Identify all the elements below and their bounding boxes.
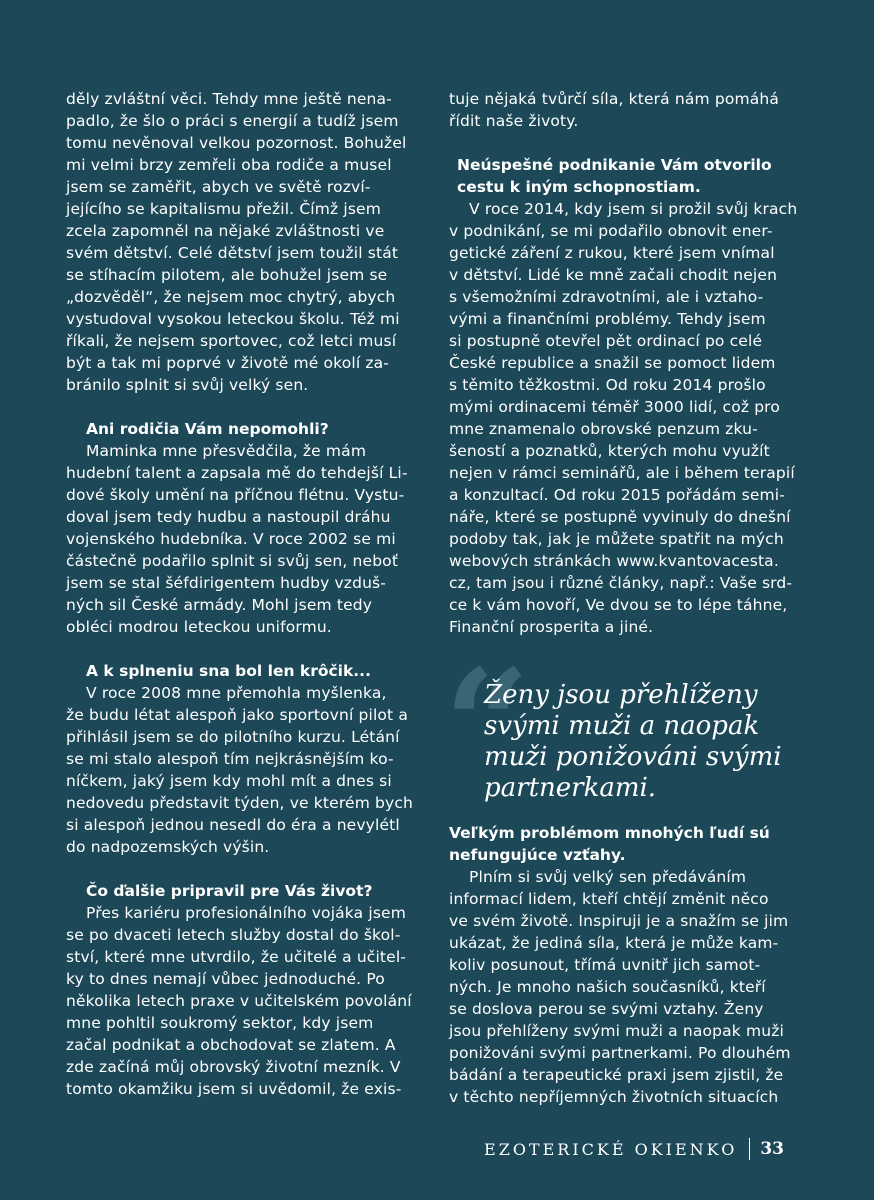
text-line: nefungujúce vzťahy. <box>449 846 626 864</box>
text-line: děly zvláštní věci. Tehdy mne ještě nena- <box>66 90 392 108</box>
text-line: hudební talent a zapsala mě do tehdejší Li- <box>66 464 408 482</box>
page-footer <box>484 1138 784 1160</box>
text-line: jsem se stal šéfdirigentem hudby vzduš- <box>66 574 387 592</box>
text-line: mými ordinacemi téměř 3000 lidí, což pro <box>449 398 781 416</box>
pull-quote-text <box>484 680 824 804</box>
paragraph <box>66 682 436 858</box>
text-line: Ženy jsou přehlíženy <box>484 680 758 710</box>
text-line: bádání a terapeutické praxi jsem zjistil, že <box>449 1066 784 1084</box>
text-line: náře, které se postupně vyvinuly do dnešní <box>449 508 791 526</box>
text-line: koliv posunout, třímá uvnitř jich samot- <box>449 956 761 974</box>
paragraph <box>66 88 436 396</box>
text-line: „dozvěděl“, že nejsem moc chytrý, abych <box>66 288 396 306</box>
text-line: ponižováni svými partnerkami. Po dlouhém <box>449 1044 791 1062</box>
text-line: se po dvaceti letech služby dostal do škol- <box>66 926 401 944</box>
text-line: se doslova perou se svými vztahy. Ženy <box>449 1000 764 1018</box>
text-line: webových stránkách www.kvantovacesta. <box>449 552 779 570</box>
section-heading <box>449 154 814 198</box>
text-line: se stíhacím pilotem, ale bohužel jsem se <box>66 266 388 284</box>
paragraph <box>66 902 436 1100</box>
text-line: ných sil České armády. Mohl jsem tedy <box>66 596 373 614</box>
text-line: s těmito těžkostmi. Od roku 2014 prošlo <box>449 376 766 394</box>
text-line: tuje nějaká tvůrčí síla, která nám pomáhá <box>449 90 779 108</box>
section-name: EZOTERICKÉ OKIENKO <box>484 1139 738 1159</box>
text-line: si alespoň jednou nesedl do éra a nevylétl <box>66 816 400 834</box>
text-line: s všemožními zdravotními, ale i vztaho- <box>449 288 764 306</box>
text-line: řídit naše životy. <box>449 112 579 130</box>
text-line: přihlásil jsem se do pilotního kurzu. Létání <box>66 728 400 746</box>
paragraph <box>449 88 814 132</box>
text-line: doval jsem tedy hudbu a nastoupil dráhu <box>66 508 391 526</box>
text-line: podoby tak, jak je můžete spatřit na mých <box>449 530 784 548</box>
page-number: 33 <box>760 1139 784 1159</box>
text-line: dové školy umění na příčnou flétnu. Vystu- <box>66 486 405 504</box>
text-line: Finanční prosperita a jiné. <box>449 618 654 636</box>
text-line: mne znamenalo obrovské penzum zku- <box>449 420 758 438</box>
text-line: ukázat, že jediná síla, která je může kam- <box>449 934 779 952</box>
text-line: V roce 2014, kdy jsem si prožil svůj krach <box>469 200 798 218</box>
text-line: svém dětství. Celé dětství jsem toužil stát <box>66 244 399 262</box>
text-line: si postupně otevřel pět ordinací po celé <box>449 332 763 350</box>
footer-divider <box>749 1138 750 1160</box>
text-line: do nadpozemských výšin. <box>66 838 270 856</box>
text-line: Plním si svůj velký sen předáváním <box>469 868 747 886</box>
text-line: ce k vám hovoří, Ve dvou se to lépe táhne, <box>449 596 788 614</box>
section-heading: Ani rodičia Vám nepomohli? <box>86 420 329 438</box>
pull-quote <box>444 637 814 813</box>
right-column <box>449 88 814 638</box>
text-line: mi velmi brzy zemřeli oba rodiče a musel <box>66 156 392 174</box>
text-line: svými muži a naopak <box>484 711 760 741</box>
text-line: být a tak mi poprvé v životě mé okolí za- <box>66 354 390 372</box>
text-line: cestu k iným schopnostiam. <box>457 178 701 196</box>
left-column <box>66 88 436 1100</box>
text-line: zde začíná můj obrovský životní mezník. V <box>66 1058 401 1076</box>
text-line: bránilo splnit si svůj velký sen. <box>66 376 309 394</box>
section-heading: A k splneniu sna bol len krôčik... <box>86 662 371 680</box>
text-line: se mi stalo alespoň tím nejkrásnějším ko- <box>66 750 394 768</box>
text-line: cz, tam jsou i různé články, např.: Vaše srd- <box>449 574 793 592</box>
text-line: ství, které mne utvrdilo, že učitelé a učitel- <box>66 948 407 966</box>
text-line: tomu nevěnoval velkou pozornost. Bohužel <box>66 134 407 152</box>
text-line: v těchto nepříjemných životních situacích <box>449 1088 779 1106</box>
text-line: vojenského hudebníka. V roce 2002 se mi <box>66 530 396 548</box>
text-line: říkali, že nejsem sportovec, což letci musí <box>66 332 397 350</box>
text-line: že budu létat alespoň jako sportovní pilot a <box>66 706 408 724</box>
text-line: mne pohltil soukromý sektor, kdy jsem <box>66 1014 374 1032</box>
text-line: V roce 2008 mne přemohla myšlenka, <box>86 684 387 702</box>
quote-mark-icon: “ <box>444 637 531 813</box>
text-line: ných. Je mnoho našich současníků, kteří <box>449 978 766 996</box>
text-line: několika letech praxe v učitelském povolání <box>66 992 412 1010</box>
text-line: Neúspešné podnikanie Vám otvorilo <box>457 156 772 174</box>
text-line: částečně podařilo splnit si svůj sen, neboť <box>66 552 399 570</box>
section-heading <box>449 822 814 866</box>
text-line: Přes kariéru profesionálního vojáka jsem <box>86 904 406 922</box>
text-line: jejícího se kapitalismu přežil. Čímž jsem <box>66 200 381 218</box>
text-line: níčkem, jaký jsem kdy mohl mít a dnes si <box>66 772 392 790</box>
text-line: getické záření z rukou, které jsem vnímal <box>449 244 775 262</box>
section-heading: Čo ďalšie pripravil pre Vás život? <box>86 882 373 900</box>
text-line: šeností a poznatků, kterých mohu využít <box>449 442 770 460</box>
text-line: ve svém životě. Inspiruji je a snažím se jim <box>449 912 789 930</box>
text-line: tomto okamžiku jsem si uvědomil, že exis- <box>66 1080 402 1098</box>
text-line: partnerkami. <box>484 773 657 803</box>
text-line: zcela zapomněl na nějaké zvláštnosti ve <box>66 222 385 240</box>
text-line: ky to dnes nemají vůbec jednoduché. Po <box>66 970 385 988</box>
text-line: Veľkým problémom mnohých ľudí sú <box>449 824 770 842</box>
text-line: nedovedu představit týden, ve kterém bych <box>66 794 413 812</box>
text-line: padlo, že šlo o práci s energií a tudíž jsem <box>66 112 399 130</box>
paragraph <box>449 198 814 638</box>
text-line: nejen v rámci seminářů, ale i během terapií <box>449 464 795 482</box>
text-line: vystudoval vysokou leteckou školu. Též mi <box>66 310 400 328</box>
text-line: obléci modrou leteckou uniformu. <box>66 618 332 636</box>
text-line: jsem se zaměřit, abych ve světě rozví- <box>66 178 371 196</box>
text-line: a konzultací. Od roku 2015 pořádám semi- <box>449 486 785 504</box>
text-line: vými a finančními problémy. Tehdy jsem <box>449 310 766 328</box>
text-line: muži ponižováni svými <box>484 742 782 772</box>
paragraph <box>449 866 814 1108</box>
text-line: informací lidem, kteří chtějí změnit něco <box>449 890 769 908</box>
text-line: v dětství. Lidé ke mně začali chodit nejen <box>449 266 778 284</box>
text-line: v podnikání, se mi podařilo obnovit ener- <box>449 222 773 240</box>
text-line: České republice a snažil se pomoct lidem <box>449 354 776 372</box>
text-line: jsou přehlíženy svými muži a naopak muži <box>449 1022 784 1040</box>
right-column-lower <box>449 822 814 1108</box>
text-line: začal podnikat a obchodovat se zlatem. A <box>66 1036 396 1054</box>
paragraph <box>66 440 436 638</box>
text-line: Maminka mne přesvědčila, že mám <box>86 442 367 460</box>
